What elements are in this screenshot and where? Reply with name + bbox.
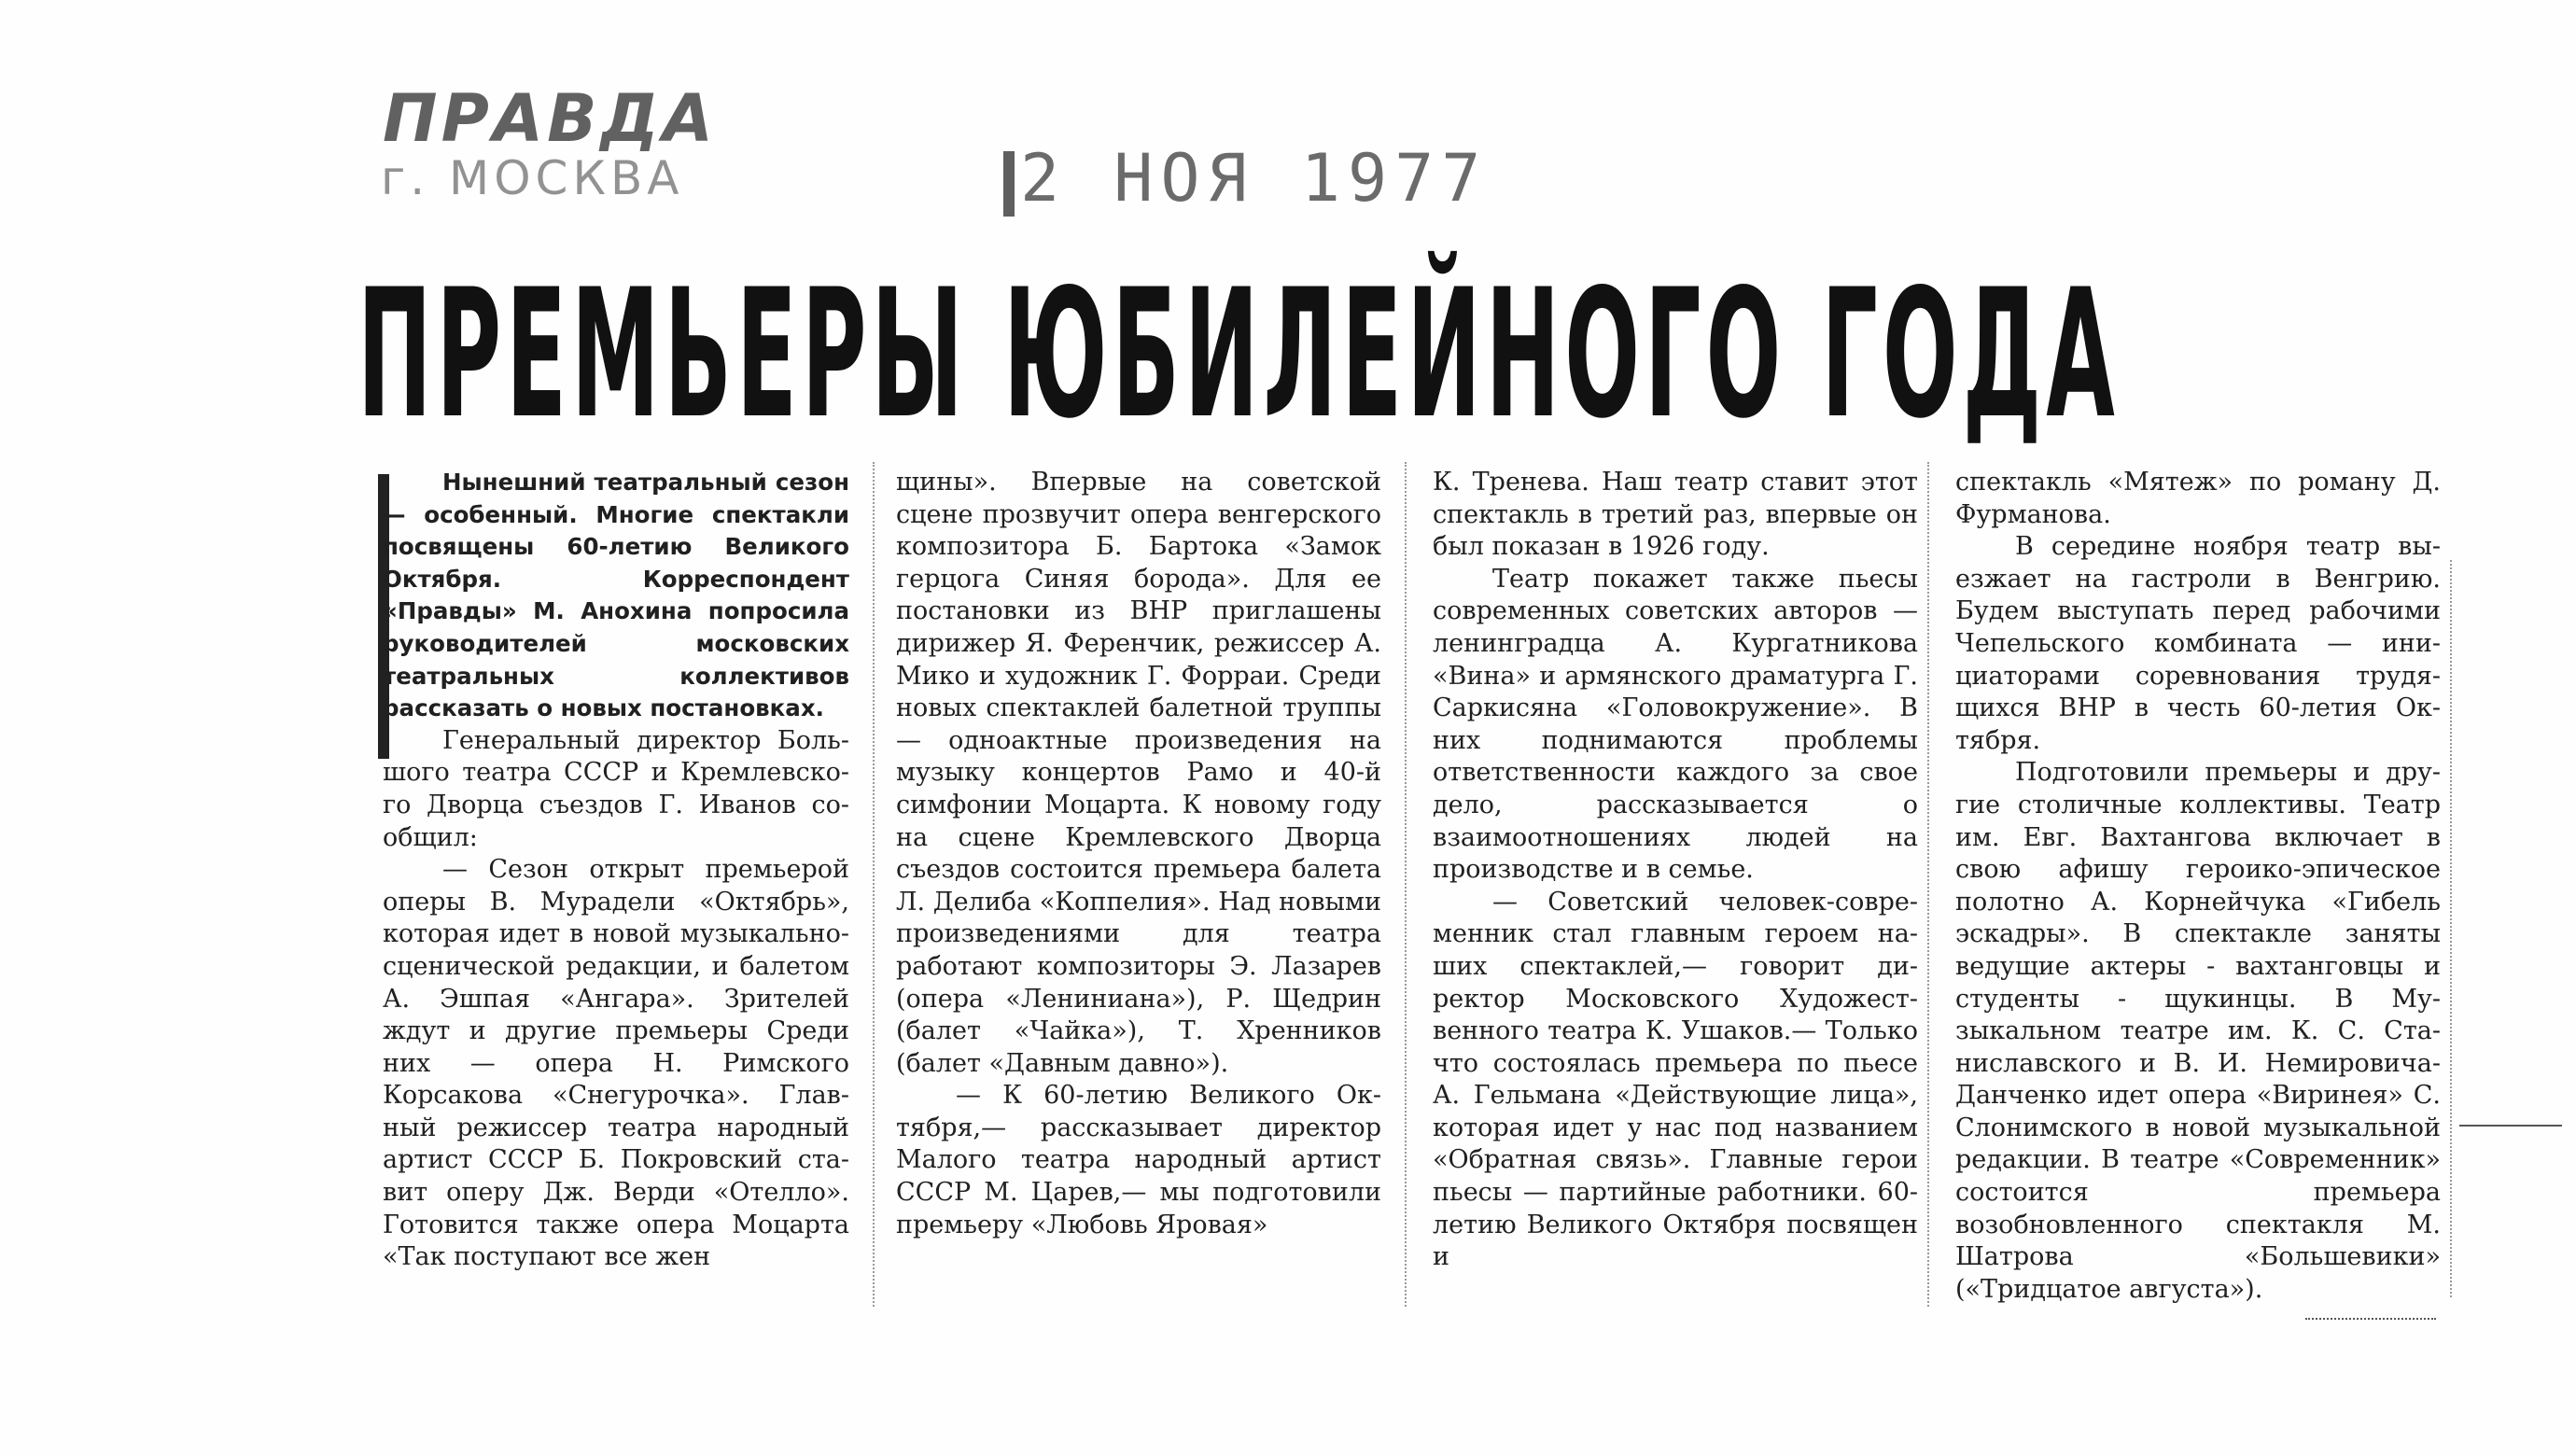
article-paragraph: спектакль «Мятеж» по роману Д. Фурманова. <box>1955 468 2441 529</box>
article-paragraph: Генеральный директор Большого театра СССР и Кремлевского Дворца съездов Г. Иванов сообщил: <box>383 725 849 852</box>
article-paragraph: Театр покажет также пьесы современных советских авторов — ленинградца А. Кургатникова «Вина» и армянского драматурга Г. Саркисяна «Головокружение». В них поднимаются проблемы ответственности каждого за свое дело, рассказывается о взаимоотношениях людей на производстве и в семье. <box>1433 564 1918 885</box>
clipping-edge-rule <box>2305 1318 2436 1320</box>
article-lead: Нынешний театральный сезон — особенный. Многие спектакли посвящены 60-летию Великого Октября. Корреспондент «Правды» М. Анохина попросила руководителей московских театральных коллективов рассказать о новых постановках. <box>383 469 849 722</box>
article-paragraph: — К 60-летию Великого Октября,— рассказывает директор Малого театра народный артист СССР М. Царев,— мы подготовили премьеру «Любовь Яровая» <box>896 1081 1381 1239</box>
date-stamp <box>1003 140 1488 217</box>
newspaper-masthead: ПРАВДА <box>383 80 717 157</box>
article-column-1 <box>383 467 849 1274</box>
article-paragraph: — Сезон открыт премьерой оперы В. Мурадели «Октябрь», которая идет в новой музыкально-сценической редакции, и балетом А. Эшпая «Ангара». Зрителей ждут и другие премьеры Среди них — опера Н. Римского Корсакова «Снегурочка». Главный режиссер театра народный артист СССР Б. Покровский ставит оперу Дж. Верди «Отелло». Готовится также опера Моцарта «Так поступают все жен <box>383 855 849 1272</box>
column-divider <box>873 462 875 1307</box>
newspaper-city: г. МОСКВА <box>381 151 684 205</box>
date-stamp-text: 2 НОЯ 1977 <box>1020 140 1489 217</box>
clipping-edge-rule <box>2459 1125 2562 1127</box>
article-paragraph: К. Тренева. Наш театр ставит этот спектакль в третий раз, впервые он был показан в 1926 году. <box>1433 468 1918 562</box>
article-column-2 <box>896 467 1381 1241</box>
column-divider <box>1927 462 1929 1307</box>
date-stamp-mark <box>1003 151 1015 217</box>
article-paragraph: щины». Впервые на советской сцене прозвучит опера венгерского композитора Б. Бартока «Замок герцога Синяя борода». Для ее постановки из ВНР приглашены дирижер Я. Ференчик, режиссер А. Мико и художник Г. Форраи. Среди новых спектаклей балетной труппы — одноактные произведения на музыку концертов Рамо и 40-й симфонии Моцарта. К новому году на сцене Кремлевского Дворца съездов состоится премьера балета Л. Делиба «Коппелия». Над новыми произведениями для театра работают композиторы Э. Лазарев (опера «Лениниана»), Р. Щедрин (балет «Чайка»), Т. Хренников (балет «Давным давно»). <box>896 468 1382 1078</box>
article-paragraph: В середине ноября театр выезжает на гастроли в Венгрию. Будем выступать перед рабочими Чепельского комбината — инициаторами соревнования трудящихся ВНР в честь 60-летия Октября. <box>1955 532 2441 755</box>
column-divider <box>2450 560 2452 1297</box>
article-paragraph: — Советский человек-современник стал главным героем наших спектаклей,— говорит директор Московского Художественного театра К. Ушаков.— Только что состоялась премьера по пьесе А. Гельмана «Действующие лица», которая идет у нас под названием «Обратная связь». Главные герои пьесы — партийные работники. 60-летию Великого Октября посвящен и <box>1433 887 1918 1272</box>
article-column-4 <box>1955 467 2441 1306</box>
column-divider <box>1405 462 1407 1307</box>
article-paragraph: Подготовили премьеры и другие столичные коллективы. Театр им. Евг. Вахтангова включает в свою афишу героико-эпическое полотно А. Корнейчука «Гибель эскадры». В спектакле заняты ведущие актеры - вахтанговцы и студенты - щукинцы. В Музыкальном театре им. К. С. Станиславского и В. И. Немировича-Данченко идет опера «Виринея» С. Слонимского в новой музыкальной редакции. В театре «Современник» состоится премьера возобновленного спектакля М. Шатрова «Большевики» («Тридцатое августа»). <box>1955 758 2441 1304</box>
article-headline: ПРЕМЬЕРЫ ЮБИЛЕЙНОГО ГОДА <box>357 251 2120 457</box>
article-column-3 <box>1433 467 1918 1274</box>
